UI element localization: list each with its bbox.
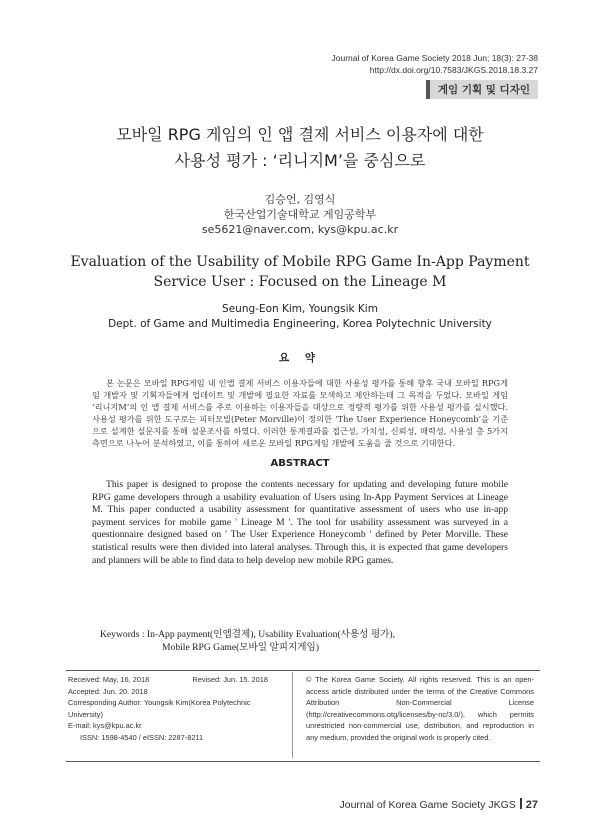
accepted-date: Accepted: Jun. 20. 2018 [68, 686, 148, 696]
abstract-body: This paper is designed to propose the contents necessary for updating and developing future mobile RPG game developers through a usability evaluation of Users using In-App Payment Services at Lineage M. This paper conducted a usability assessment for quantitative assessment of users who use in-app payment services for mobile game ' Lineage M '. The tool for usability assessment was surveyed in a questionnaire designed based on ' The User Experience Honeycomb ' defined by Peter Morville. These statistical results were then divided into lateral analyses. Through this, it is expected that game developers and planners will be able to find data to help develop new mobile RPG games. [92, 479, 508, 566]
footer-journal-name: Journal of Korea Game Society JKGS [339, 799, 516, 811]
journal-citation: Journal of Korea Game Society 2018 Jun; 18(3): 27-38 [331, 53, 538, 63]
author-emails: se5621@naver.com, kys@kpu.ac.kr [201, 223, 399, 236]
english-title-line1: Evaluation of the Usability of Mobile RPG Game In-App Payment [70, 254, 530, 270]
english-affiliation: Dept. of Game and Multimedia Engineering, Korea Polytechnic University [108, 318, 492, 330]
issn: ISSN: 1598-4540 / eISSN: 2287-8211 [80, 732, 204, 742]
keywords-line2: Mobile RPG Game(모바일 알피지게임) [162, 642, 320, 653]
footer-divider [292, 672, 293, 758]
english-title-line2: Service User : Focused on the Lineage M [153, 274, 447, 290]
doi-link[interactable]: http://dx.doi.org/10.7583/JKGS.2018.18.3.27 [369, 65, 538, 75]
corresponding-author: Corresponding Author: Youngsik Kim(Korea Polytechnic [68, 698, 251, 708]
license-notice: © The Korea Game Society. All rights reserved. This is an open-access article distributed under the terms of the Creative Commons Attribution Non-Commercial License (http://creativecommons.otg/licenses/by-nc/3.0/), which permits unrestricted non-commercial use, distribution, and reproduction in any medium, provided the original work is properly cited. [306, 675, 534, 742]
page-footer [340, 798, 539, 811]
received-date: Received: May, 16, 2018 [68, 675, 150, 684]
page-number: 27 [525, 799, 538, 811]
abstract-heading: ABSTRACT [270, 458, 330, 469]
corresponding-affiliation: University) [68, 709, 103, 719]
article-history [68, 674, 274, 744]
korean-abstract-heading: 요 약 [279, 352, 321, 364]
footer-separator [520, 798, 522, 809]
english-title [0, 252, 600, 292]
korean-abstract-body: 본 논문은 모바일 RPG게임 내 인앱 결제 서비스 이용자들에 대한 사용성 평가를 통해 향후 국내 모바일 RPG게임 개발자 및 기획자들에게 업데이트 및 개발에 필요한 자료를 모색하고 제안하는데 그 목적을 두었다. 모바일 게임 ‘리니지M’의 인 앱 결제 서비스를 주로 이용하는 이용자들을 대상으로 정량적 평가를 위한 사용성 평가를 실시했다. 사용성 평가를 위한 도구로는 피터모빌(Peter Morville)이 정의한 ‘The User Experience Honeycomb’을 기준으로 설계한 설문지를 통해 설문조사를 하였다. 이러한 통계결과를 접근성, 가치성, 신뢰성, 매력성, 사용성 총 5가지 측면으로 나누어 분석하였고, 이를 통하여 새로운 모바일 RPG게임 개발에 도움을 줄 것으로 기대한다. [92, 378, 508, 448]
korean-title-line2: 사용성 평가 : ‘리니지M’을 중심으로 [174, 151, 426, 170]
english-author-names: Seung-Eon Kim, Youngsik Kim [222, 303, 378, 315]
korean-author-names: 김승언, 김영식 [264, 193, 336, 206]
korean-title-line1: 모바일 RPG 게임의 인 앱 결제 서비스 이용자에 대한 [116, 125, 484, 144]
keywords [100, 628, 510, 654]
korean-title [0, 122, 600, 174]
journal-header [332, 52, 538, 76]
korean-affiliation: 한국산업기술대학교 게임공학부 [223, 208, 377, 221]
english-authors [0, 302, 600, 332]
korean-authors [0, 192, 600, 237]
section-tag: 게임 기획 및 디자인 [426, 80, 538, 99]
revised-date: Revised: Jun. 15. 2018 [192, 675, 268, 684]
keywords-label: Keywords [100, 629, 140, 640]
keywords-line1: : In-App payment(인앱결제), Usability Evaluation(사용성 평가), [141, 629, 395, 640]
corresponding-email: E-mail: kys@kpu.ac.kr [68, 721, 142, 731]
